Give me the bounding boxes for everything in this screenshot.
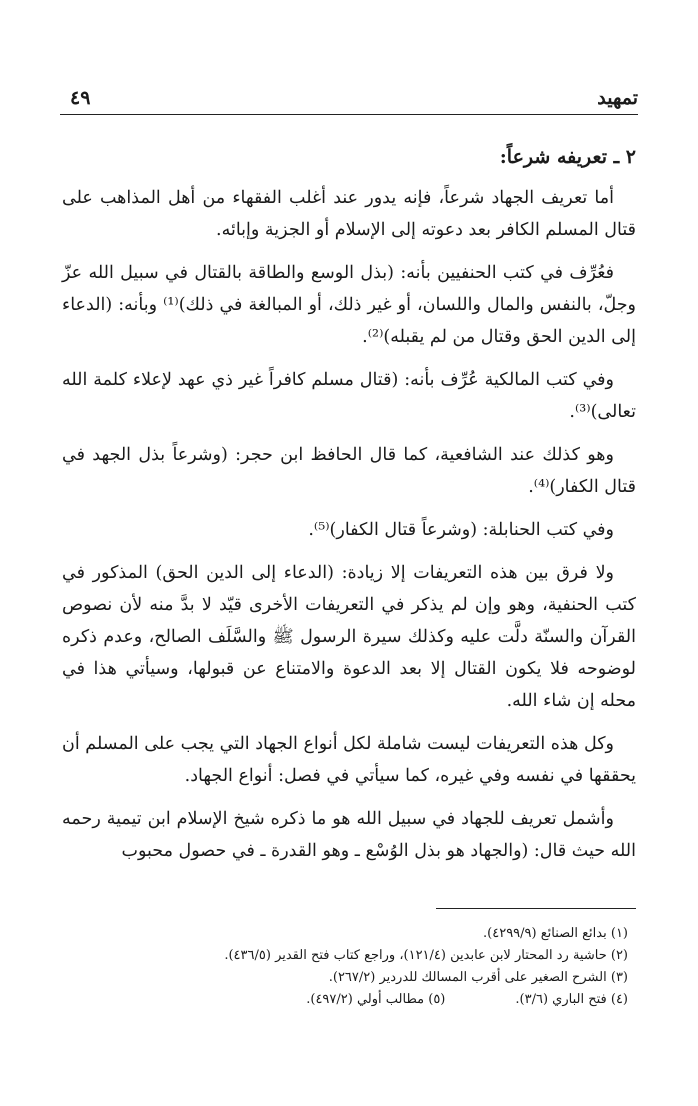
paragraph: وهو كذلك عند الشافعية، كما قال الحافظ ابن حجر: (وشرعاً بذل الجهد في قتال الكفار)⁽⁴⁾.: [62, 445, 636, 497]
footnote-2: (٢) حاشية رد المحتار لابن عابدين (١٢١/٤)، وراجع كتاب فتح القدير (٤٣٦/٥).: [224, 948, 628, 963]
main-text: [62, 140, 636, 878]
section-heading: ٢ ـ تعريفه شرعاً:: [499, 146, 636, 168]
paragraph: وفي كتب المالكية عُرِّف بأنه: (قتال مسلم كافراً غير ذي عهد لإعلاء كلمة الله تعالى)⁽³⁾.: [62, 370, 636, 422]
paragraph: وكل هذه التعريفات ليست شاملة لكل أنواع الجهاد التي يجب على المسلم أن يحققها في نفسه وفي غيره، كما سيأتي في فصل: أنواع الجهاد.: [62, 734, 636, 786]
footnote-5: (٥) مطالب أولي (٤٩٧/٢).: [306, 992, 446, 1007]
footnote-3: (٣) الشرح الصغير على أقرب المسالك للدردير (٢٦٧/٢).: [328, 970, 628, 985]
paragraph: وفي كتب الحنابلة: (وشرعاً قتال الكفار)⁽⁵⁾.: [308, 520, 614, 540]
footnotes: [62, 908, 636, 1011]
paragraph: فعُرِّف في كتب الحنفيين بأنه: (بذل الوسع والطاقة بالقتال في سبيل الله عزّ وجلّ، بالنفس والمال واللسان، أو غير ذلك، أو المبالغة في ذلك)⁽¹⁾ وبأنه: (الدعاء إلى الدين الحق وقتال من لم يقبله)⁽²⁾.: [62, 263, 636, 347]
footnote-1: (١) بدائع الصنائع (٤٢٩٩/٩).: [483, 926, 628, 941]
footnote-row: [62, 989, 628, 1011]
chapter-title: تمهيد: [597, 87, 638, 109]
paragraph: أما تعريف الجهاد شرعاً، فإنه يدور عند أغلب الفقهاء من أهل المذاهب على قتال المسلم الكافر بعد دعوته إلى الإسلام أو الجزية وإبائه.: [62, 188, 636, 240]
footnote-divider: [436, 908, 636, 909]
footnote-4: (٤) فتح الباري (٣/٦).: [515, 992, 628, 1007]
paragraph: وأشمل تعريف للجهاد في سبيل الله هو ما ذكره شيخ الإسلام ابن تيمية رحمه الله حيث قال: (والجهاد هو بذل الوُسْع ـ وهو القدرة ـ في حصول محبوب: [62, 809, 636, 861]
page-number: ٤٩: [70, 87, 91, 109]
running-header: [60, 84, 638, 115]
paragraph: ولا فرق بين هذه التعريفات إلا زيادة: (الدعاء إلى الدين الحق) المذكور في كتب الحنفية، وهو وإن لم يذكر في التعريفات الأخرى قيّد لا بدَّ منه لأن نصوص القرآن والسنّة دلَّت عليه وكذلك سيرة الرسول ﷺ والسَّلَف الصالح، وعدم ذكره لوضوحه فلا يكون القتال إلا بعد الدعوة والامتناع عن قبولها، وسيأتي هذا في محله إن شاء الله.: [62, 563, 636, 711]
